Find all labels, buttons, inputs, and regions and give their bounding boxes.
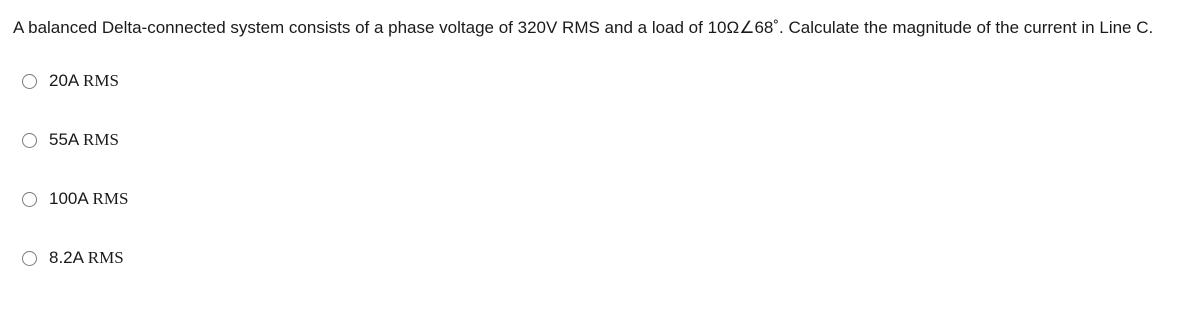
option-100a[interactable] [22,187,128,211]
option-value: 55A [49,130,79,149]
option-value: 20A [49,71,79,90]
option-unit: RMS [87,248,124,267]
option-8-2a[interactable] [22,246,124,270]
option-unit: RMS [83,130,119,149]
question-text: A balanced Delta-connected system consists of a phase voltage of 320V RMS and a load of 10Ω∠68˚. Calculate the magnitude of the current in Line C. [13,18,1154,37]
option-label [49,130,119,150]
option-unit: RMS [83,71,119,90]
option-value: 100A [49,189,88,208]
option-55a[interactable] [22,128,119,152]
option-unit: RMS [92,189,129,208]
option-label [49,248,124,268]
option-20a[interactable] [22,69,119,93]
radio-button-unselected[interactable] [22,192,37,207]
option-value: 8.2A [49,248,84,267]
option-label [49,71,119,91]
radio-button-unselected[interactable] [22,251,37,266]
radio-button-unselected[interactable] [22,74,37,89]
radio-button-unselected[interactable] [22,133,37,148]
option-label [49,189,128,209]
